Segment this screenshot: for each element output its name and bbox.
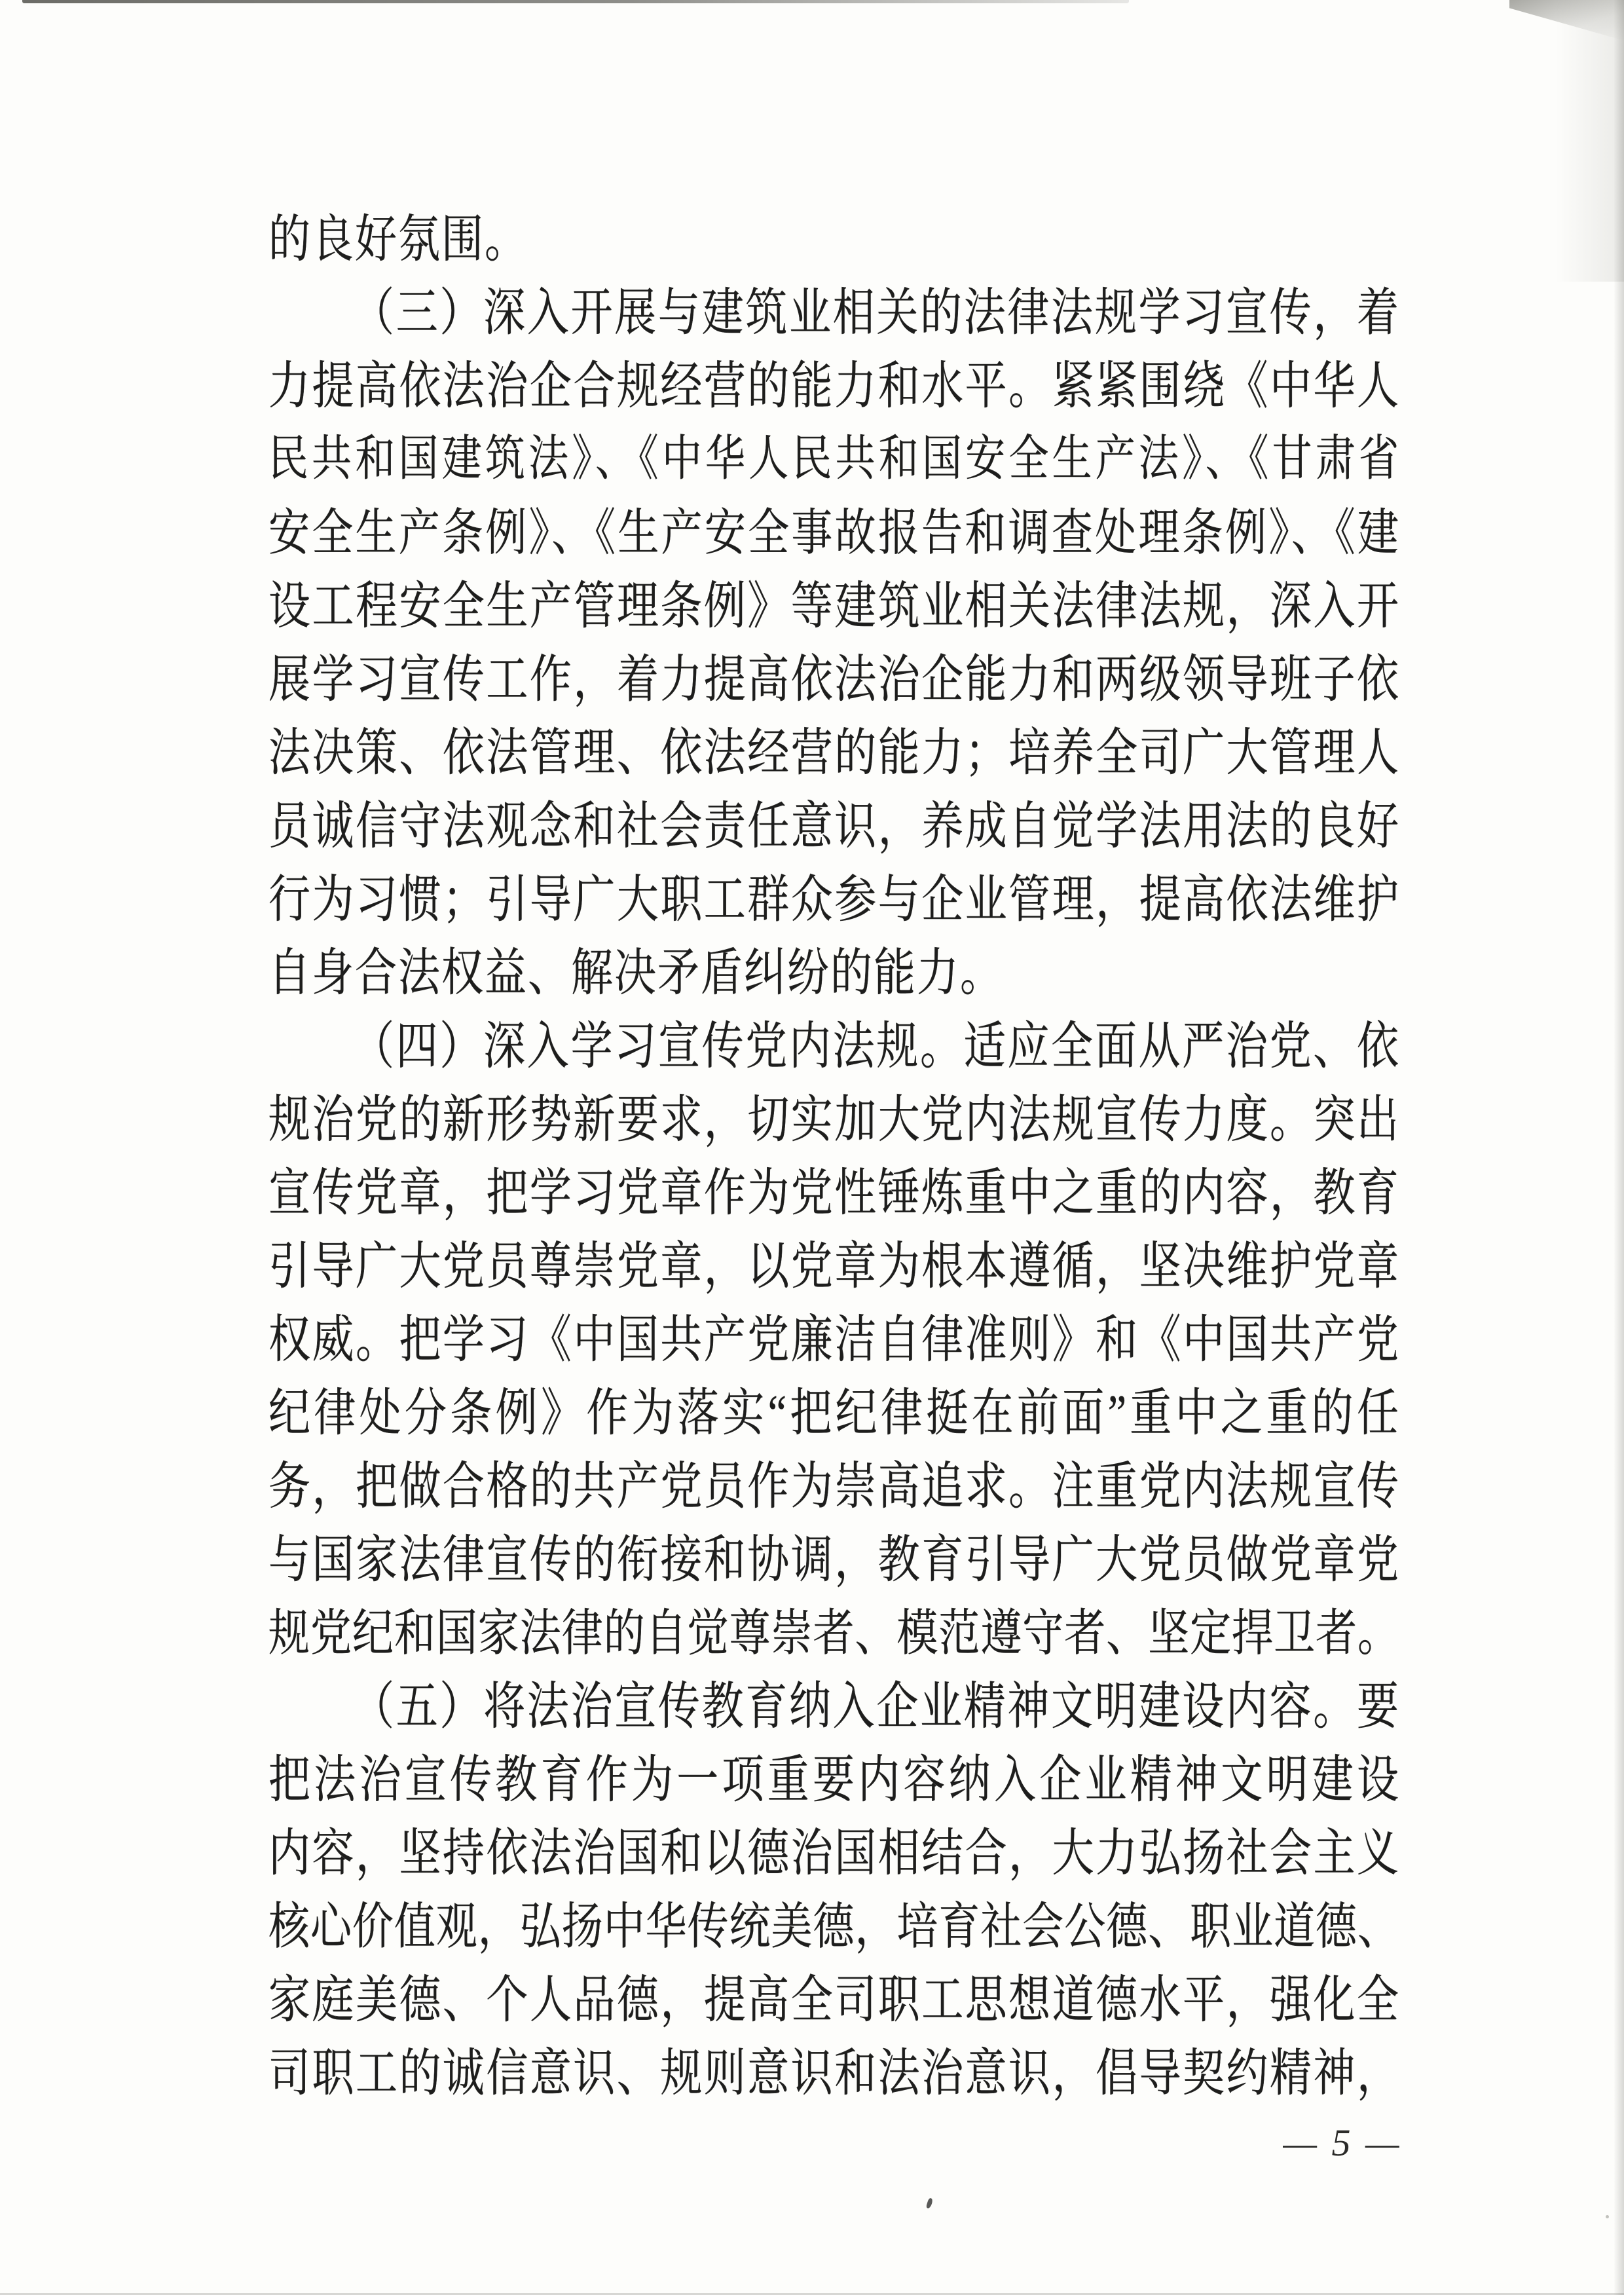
text-line: 自身合法权益、解决矛盾纠纷的能力。 [268, 944, 1003, 1001]
document-text-block [268, 203, 1399, 2110]
text-line: 规治党的新形势新要求，切实加大党内法规宣传力度。突出 [268, 1091, 1399, 1148]
text-line: 内容，坚持依法治国和以德治国相结合，大力弘扬社会主义 [268, 1825, 1399, 1882]
text-line: 宣传党章，把学习党章作为党性锤炼重中之重的内容，教育 [268, 1165, 1399, 1222]
text-line: 与国家法律宣传的衔接和协调，教育引导广大党员做党章党 [268, 1531, 1399, 1588]
text-line: 引导广大党员尊崇党章，以党章为根本遵循，坚决维护党章 [268, 1238, 1399, 1295]
text-line: 权威。把学习《中国共产党廉洁自律准则》和《中国共产党 [268, 1311, 1399, 1368]
page-number: — 5 — [1283, 2121, 1402, 2164]
text-line: 家庭美德、个人品德，提高全司职工思想道德水平，强化全 [268, 1971, 1399, 2028]
text-line: （三）深入开展与建筑业相关的法律法规学习宣传，着 [352, 284, 1399, 341]
scan-artifact-right-shade [1539, 0, 1624, 282]
text-line: 的良好氛围。 [268, 211, 528, 268]
text-line: 民共和国建筑法》、《中华人民共和国安全生产法》、《甘肃省 [268, 432, 1399, 487]
text-line: 纪律处分条例》作为落实“把纪律挺在前面”重中之重的任 [268, 1385, 1399, 1442]
text-line: 展学习宣传工作，着力提高依法治企能力和两级领导班子依 [268, 651, 1399, 708]
scan-artifact-ink-speck [926, 2197, 934, 2209]
text-line: 员诚信守法观念和社会责任意识，养成自觉学法用法的良好 [268, 798, 1399, 855]
scan-artifact-dust-dot [1606, 2215, 1609, 2218]
text-line: 安全生产条例》、《生产安全事故报告和调查处理条例》、《建 [268, 505, 1399, 561]
text-line: 法决策、依法管理、依法经营的能力；培养全司广大管理人 [268, 724, 1399, 781]
text-line: （四）深入学习宣传党内法规。适应全面从严治党、依 [352, 1018, 1399, 1075]
text-line: 司职工的诚信意识、规则意识和法治意识，倡导契约精神， [268, 2045, 1399, 2102]
text-line: 务，把做合格的共产党员作为崇高追求。注重党内法规宣传 [268, 1458, 1399, 1515]
text-line: 核心价值观，弘扬中华传统美德，培育社会公德、职业道德、 [268, 1899, 1399, 1955]
scan-artifact-top-edge [22, 0, 1129, 3]
text-line: 力提高依法治企合规经营的能力和水平。紧紧围绕《中华人 [268, 358, 1399, 415]
scan-artifact-right-edge [1614, 0, 1624, 2295]
text-line: （五）将法治宣传教育纳入企业精神文明建设内容。要 [352, 1678, 1399, 1735]
text-line: 设工程安全生产管理条例》等建筑业相关法律法规，深入开 [268, 578, 1399, 635]
text-line: 把法治宣传教育作为一项重要内容纳入企业精神文明建设 [268, 1751, 1399, 1808]
text-line: 规党纪和国家法律的自觉尊崇者、模范遵守者、坚定捍卫者。 [268, 1605, 1399, 1662]
text-line: 行为习惯；引导广大职工群众参与企业管理，提高依法维护 [268, 871, 1399, 928]
